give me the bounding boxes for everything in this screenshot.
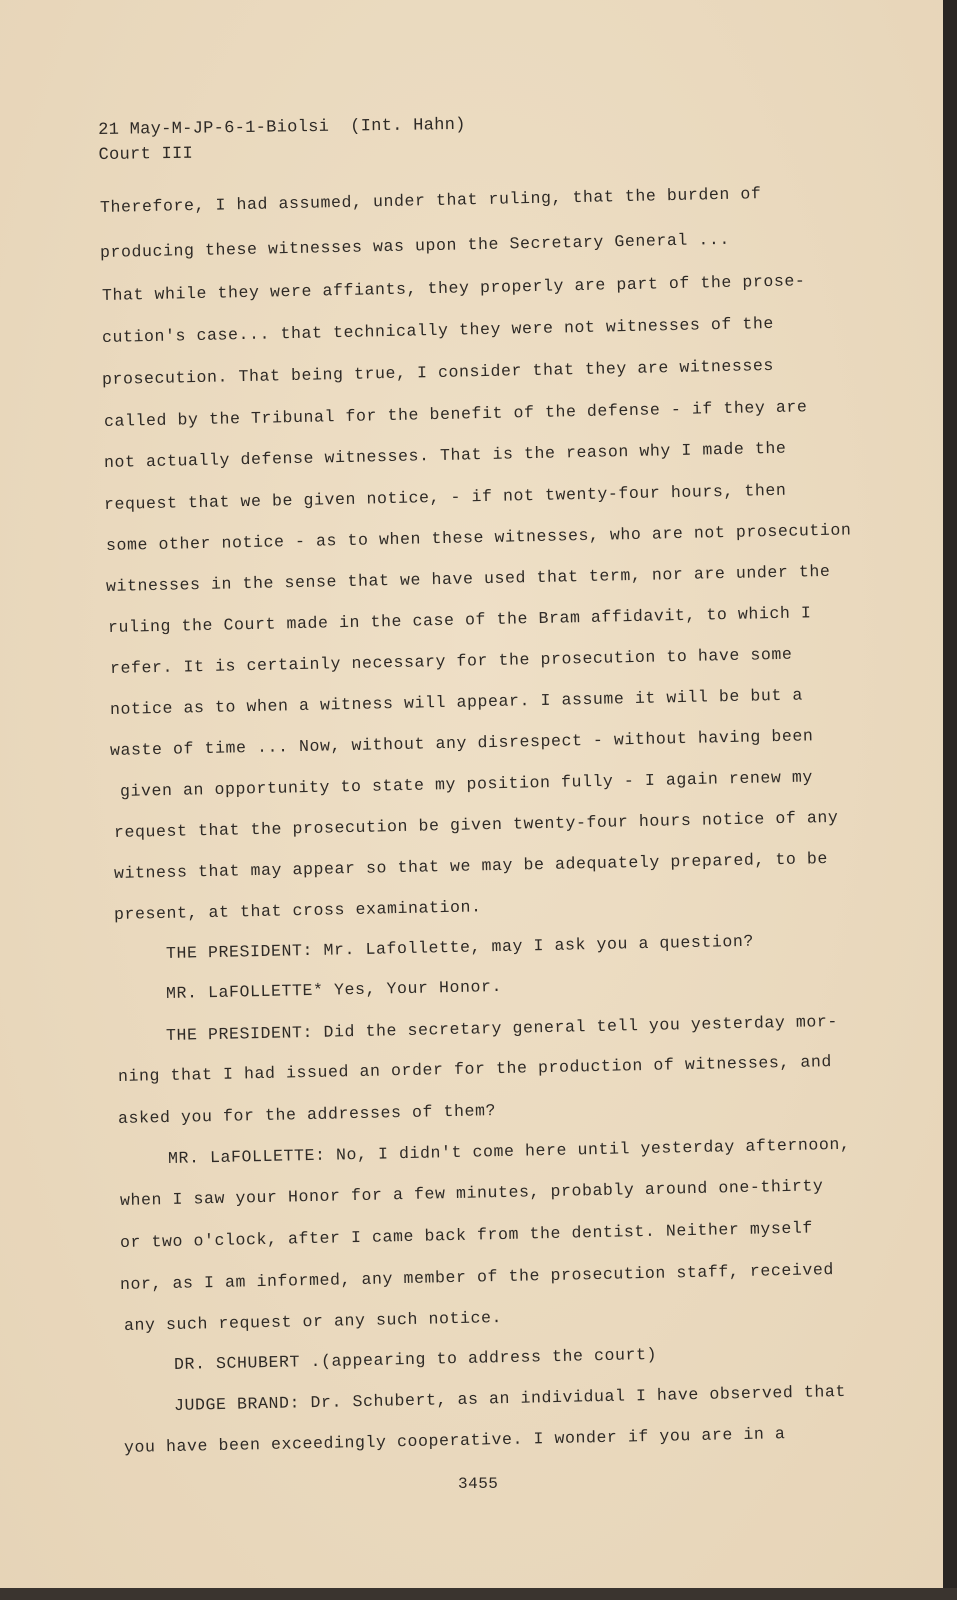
page-number: 3455 xyxy=(458,1475,499,1493)
transcript-line: you have been exceedingly cooperative. I wonder if you are in a xyxy=(123,1424,786,1457)
header-court: Court III xyxy=(98,144,194,165)
transcript-line: when I saw your Honor for a few minutes, probably around one-thirty xyxy=(119,1176,824,1210)
transcript-line: ning that I had issued an order for the production of witnesses, and xyxy=(117,1052,833,1086)
transcript-line: witness that may appear so that we may be adequately prepared, to be xyxy=(113,849,829,883)
speaker-line: JUDGE BRAND: Dr. Schubert, as an individual I have observed that xyxy=(173,1381,847,1415)
transcript-line: given an opportunity to state my position fully - I again renew my xyxy=(119,767,814,801)
transcript-line: ruling the Court made in the case of the Bram affidavit, to which I xyxy=(107,603,812,637)
speaker-line: DR. SCHUBERT .(appearing to address the court) xyxy=(173,1344,658,1374)
transcript-line: nor, as I am informed, any member of the prosecution staff, received xyxy=(119,1260,835,1294)
transcript-line: cution's case... that technically they were not witnesses of the xyxy=(101,313,775,347)
transcript-line: waste of time ... Now, without any disrespect - without having been xyxy=(109,726,814,760)
transcript-line: prosecution. That being true, I consider that they are witnesses xyxy=(101,355,775,389)
document-header xyxy=(98,113,466,168)
transcript-line: That while they were affiants, they properly are part of the prose- xyxy=(101,271,806,305)
speaker-line: MR. LaFOLLETTE* Yes, Your Honor. xyxy=(165,976,503,1003)
transcript-line: some other notice - as to when these witnesses, who are not prosecution xyxy=(105,520,852,555)
transcript-line: producing these witnesses was upon the Secretary General ... xyxy=(99,229,731,262)
speaker-line: THE PRESIDENT: Mr. Lafollette, may I ask you a question? xyxy=(165,931,755,963)
speaker-line: MR. LaFOLLETTE: No, I didn't come here until yesterday afternoon, xyxy=(167,1134,851,1168)
header-reference: 21 May-M-JP-6-1-Biolsi (Int. Hahn) xyxy=(98,115,466,140)
scan-edge-bottom xyxy=(0,1588,957,1600)
transcript-line: request that the prosecution be given twenty-four hours notice of any xyxy=(113,807,839,842)
transcript-line: witnesses in the sense that we have used that term, nor are under the xyxy=(105,561,831,596)
transcript-line: or two o'clock, after I came back from the dentist. Neither myself xyxy=(119,1218,814,1252)
transcript-line: refer. It is certainly necessary for the prosecution to have some xyxy=(109,644,793,678)
speaker-line: THE PRESIDENT: Did the secretary general tell you yesterday mor- xyxy=(165,1011,839,1045)
transcript-line: called by the Tribunal for the benefit of the defense - if they are xyxy=(103,397,808,431)
transcript-line: present, at that cross examination. xyxy=(113,897,482,924)
transcript-line: not actually defense witnesses. That is the reason why I made the xyxy=(103,438,787,472)
transcript-line: request that we be given notice, - if not twenty-four hours, then xyxy=(103,480,787,514)
transcript-line: asked you for the addresses of them? xyxy=(117,1101,497,1128)
transcript-line: notice as to when a witness will appear. I assume it will be but a xyxy=(109,685,804,719)
scan-edge-right xyxy=(943,0,957,1600)
transcript-line: any such request or any such notice. xyxy=(123,1308,503,1335)
transcript-line: Therefore, I had assumed, under that ruling, that the burden of xyxy=(99,184,762,217)
